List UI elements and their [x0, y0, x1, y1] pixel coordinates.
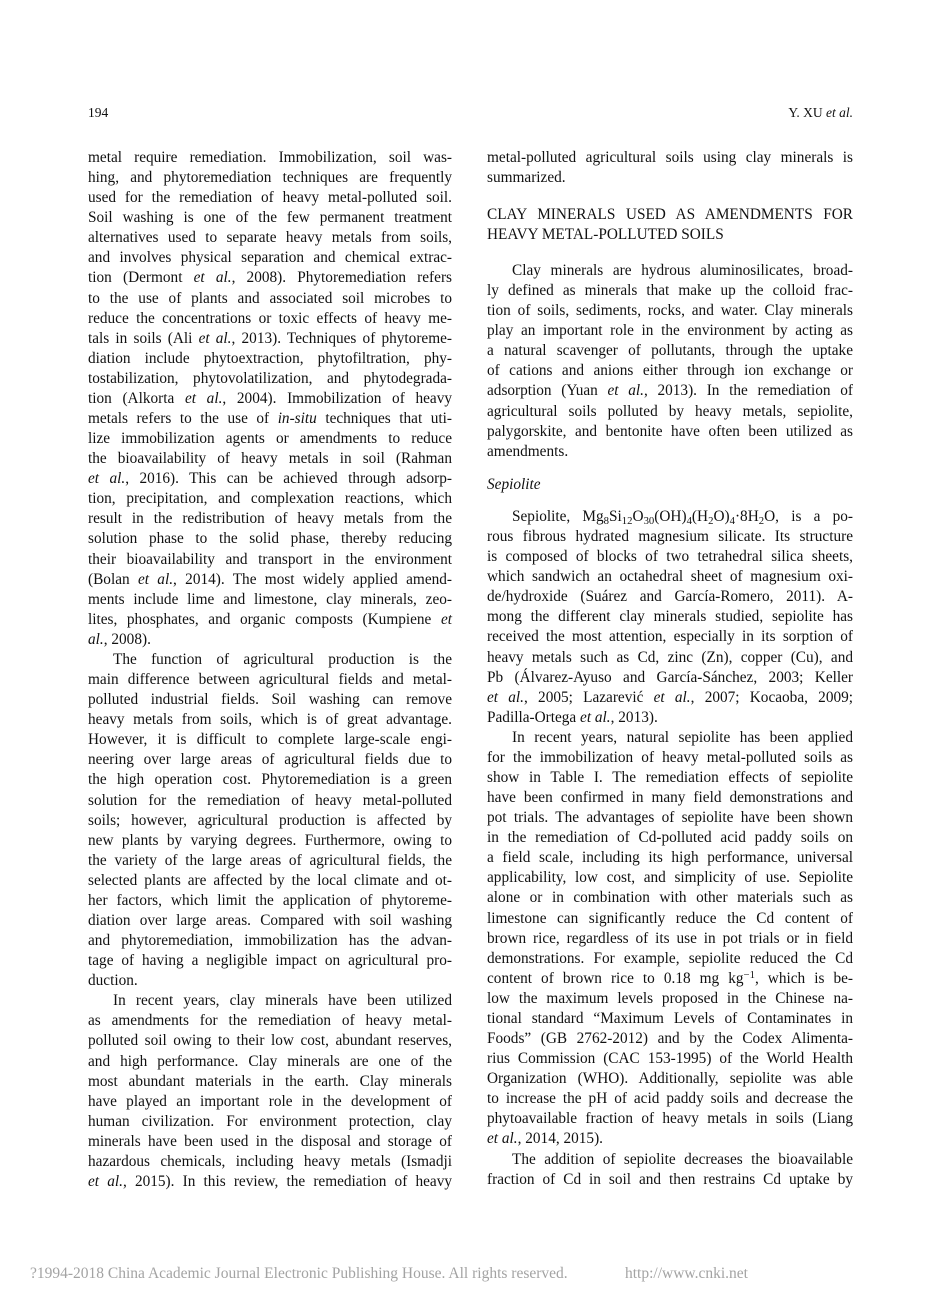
subscript: 8	[603, 514, 610, 527]
italic-text: et	[440, 610, 452, 628]
text-run: , 2013). In the remediation of	[643, 382, 854, 400]
text-line: low the maximum levels proposed in the Chinese na-	[487, 989, 853, 1007]
text-line: pot trials. The advantages of sepiolite have been shown	[487, 809, 853, 827]
text-run: O, is a po-	[764, 508, 853, 525]
italic-text: al.	[88, 630, 104, 648]
italic-text: et al.	[487, 1130, 518, 1148]
text-line	[88, 329, 452, 349]
text-run: , 2004). Immobilization of heavy	[222, 389, 452, 407]
text-line: heavy metals from soils, which is of great advantage.	[88, 711, 452, 729]
text-line: of cations and anions either through ion exchange or	[487, 362, 853, 380]
text-run: (Bolan	[88, 570, 138, 588]
subsection-body	[487, 507, 853, 1190]
text-run: ·8H	[734, 508, 759, 525]
text-line: tage of having a negligible impact on agricultural pro-	[88, 952, 452, 970]
text-line: lize immobilization agents or amendments to reduce	[88, 430, 452, 448]
text-line: metal require remediation. Immobilization, soil was-	[88, 149, 452, 166]
section-body	[487, 261, 853, 462]
text-run: content of brown rice to 0.18 mg kg	[487, 969, 744, 987]
subscript: 12	[621, 514, 633, 527]
text-line: Pb (Álvarez-Ayuso and García-Sánchez, 2003; Keller	[487, 668, 853, 686]
text-line: a natural scavenger of pollutants, through the uptake	[487, 342, 853, 360]
text-line	[487, 507, 853, 527]
text-run: Si	[609, 508, 622, 525]
text-run: Sepiolite, Mg	[512, 508, 604, 525]
text-line: selected plants are affected by the local climate and ot-	[88, 871, 452, 889]
text-line: used for the remediation of heavy metal-polluted soil.	[88, 189, 452, 207]
text-line	[487, 969, 853, 989]
italic-text: et al.	[198, 329, 232, 347]
text-line: in the remediation of Cd-polluted acid paddy soils on	[487, 829, 853, 847]
text-run: O)	[713, 508, 730, 525]
text-line: tional standard “Maximum Levels of Contaminates in	[487, 1009, 853, 1027]
footer-copyright: ?1994-2018 China Academic Journal Electronic Publishing House. All rights reserved.	[30, 1265, 568, 1282]
paragraph-agricultural-production	[88, 650, 452, 991]
text-line: phytoavailable fraction of heavy metals in soils (Liang	[487, 1110, 853, 1128]
text-line: the variety of the large areas of agricultural fields, the	[88, 851, 452, 869]
text-run: , 2005; Lazarević	[524, 688, 654, 706]
italic-text: et al.	[137, 570, 174, 588]
text-line: the bioavailability of heavy metals in soil (Rahman	[88, 450, 452, 468]
text-line: polluted soil owing to their low cost, abundant reserves,	[88, 1032, 452, 1050]
text-line: alternatives used to separate heavy metals from soils,	[88, 229, 452, 247]
running-head-et-al: et al.	[826, 105, 853, 120]
text-line: demonstrations. For example, sepiolite reduced the Cd	[487, 949, 853, 967]
paragraph-sepiolite-structure	[487, 507, 853, 728]
section-heading	[487, 205, 853, 245]
text-line: reduce the concentrations or toxic effects of heavy me-	[88, 309, 452, 327]
text-line: tostabilization, phytovolatilization, and phytodegrada-	[88, 369, 452, 387]
text-line: soils; however, agricultural production is affected by	[88, 811, 452, 829]
text-line	[88, 268, 452, 288]
page-number: 194	[88, 105, 109, 120]
subscript: 4	[729, 514, 735, 527]
text-line: CLAY MINERALS USED AS AMENDMENTS FOR	[487, 206, 853, 223]
text-run: , 2008).	[103, 630, 151, 648]
text-line: HEAVY METAL-POLLUTED SOILS	[487, 226, 724, 244]
text-line: solution for the remediation of heavy metal-polluted	[88, 791, 452, 809]
footer-url: http://www.cnki.net	[625, 1265, 748, 1282]
right-column-intro	[487, 148, 853, 188]
text-line: Clay minerals are hydrous aluminosilicates, broad-	[512, 262, 853, 279]
text-line: Soil washing is one of the few permanent treatment	[88, 209, 452, 227]
text-line: her factors, which limit the application of phytoreme-	[88, 891, 452, 909]
text-line: and high performance. Clay minerals are one of the	[88, 1052, 452, 1070]
text-line: brown rice, regardless of its use in pot trials or in field	[487, 929, 853, 947]
paragraph-sepiolite-applications	[487, 728, 853, 1150]
superscript: −1	[743, 968, 755, 981]
italic-text: et al.	[88, 470, 126, 488]
text-line: as amendments for the remediation of heavy metal-	[88, 1012, 452, 1030]
text-line: amendments.	[487, 442, 569, 460]
subscript: 4	[686, 514, 692, 527]
text-line	[487, 688, 853, 708]
text-run: metals refers to the use of	[88, 410, 278, 428]
text-line: diation over large areas. Compared with soil washing	[88, 911, 452, 929]
text-line: and involves physical separation and chemical extrac-	[88, 249, 452, 267]
text-line: hazardous chemicals, including heavy metals (Ismadji	[88, 1152, 452, 1170]
text-run: tion (Alkorta	[88, 389, 185, 407]
text-run: , 2014, 2015).	[517, 1130, 603, 1148]
text-run: , 2013).	[610, 708, 658, 726]
text-line: fraction of Cd in soil and then restrains Cd uptake by	[487, 1170, 853, 1188]
subsection-heading-sepiolite: Sepiolite	[487, 476, 541, 493]
subsection-heading	[487, 475, 853, 495]
text-line	[88, 610, 452, 630]
text-line: applicability, low cost, and simplicity of use. Sepiolite	[487, 869, 853, 887]
text-line	[487, 381, 853, 401]
text-line: solution phase to the solid phase, thereby reducing	[88, 530, 452, 548]
text-line: duction.	[88, 972, 138, 990]
text-line: metal-polluted agricultural soils using clay minerals is	[487, 149, 853, 166]
running-head	[788, 104, 853, 122]
text-line: is composed of blocks of two tetrahedral silica sheets,	[487, 548, 853, 566]
text-line: minerals have been used in the disposal and storage of	[88, 1132, 452, 1150]
text-line: alone or in combination with other materials such as	[487, 889, 853, 907]
text-line: Foods” (GB 2762-2012) and by the Codex Alimenta-	[487, 1030, 853, 1048]
text-line: show in Table I. The remediation effects of sepiolite	[487, 769, 853, 787]
text-line: polluted industrial fields. Soil washing can remove	[88, 691, 452, 709]
italic-text: et al.	[487, 688, 524, 706]
text-line: heavy metals such as Cd, zinc (Zn), copper (Cu), and	[487, 648, 853, 666]
text-run: adsorption (Yuan	[487, 382, 608, 400]
left-column	[88, 148, 452, 1192]
section-heading-text	[487, 205, 853, 245]
text-line: de/hydroxide (Suárez and García-Romero, 2011). A-	[487, 588, 853, 606]
text-line: tion, precipitation, and complexation reactions, which	[88, 490, 452, 508]
text-line: a field scale, including its high performance, universal	[487, 849, 853, 867]
text-line: limestone can significantly reduce the Cd content of	[487, 909, 853, 927]
text-run: lites, phosphates, and organic composts (Kumpiene	[88, 610, 441, 628]
text-line: have been confirmed in many field demonstrations and	[487, 789, 853, 807]
text-run: (H	[691, 508, 709, 525]
text-line: The addition of sepiolite decreases the bioavailable	[512, 1150, 853, 1168]
paragraph-sepiolite-bioavailability	[487, 1150, 853, 1190]
text-line: most abundant materials in the earth. Clay minerals	[88, 1072, 452, 1090]
text-run: , 2008). Phytoremediation refers	[231, 269, 452, 287]
text-line: main difference between agricultural fields and metal-	[88, 671, 452, 689]
text-line	[487, 1129, 853, 1149]
text-line: result in the redistribution of heavy metals from the	[88, 510, 452, 528]
text-line	[88, 409, 452, 429]
text-run: techniques that uti-	[316, 410, 452, 428]
text-line: play an important role in the environment by acting as	[487, 322, 853, 340]
running-head-authors: Y. XU	[788, 105, 826, 120]
text-line: hing, and phytoremediation techniques are frequently	[88, 169, 452, 187]
text-line: the high operation cost. Phytoremediation is a green	[88, 771, 452, 789]
text-line: summarized.	[487, 169, 566, 187]
text-line: diation include phytoextraction, phytofiltration, phy-	[88, 349, 452, 367]
paragraph-continued	[88, 148, 452, 650]
subscript: 30	[643, 514, 655, 527]
text-line: new plants by varying degrees. Furthermore, owing to	[88, 831, 452, 849]
text-line: tion of soils, sediments, rocks, and water. Clay minerals	[487, 302, 853, 320]
text-line	[88, 1172, 452, 1192]
text-run: Padilla-Ortega	[487, 708, 581, 726]
text-line	[88, 389, 452, 409]
text-run: , 2013). Techniques of phytoreme-	[231, 329, 452, 347]
italic-text: et al.	[653, 688, 691, 706]
text-line: In recent years, clay minerals have been utilized	[113, 992, 452, 1010]
paragraph-clay-minerals-definition	[487, 261, 853, 462]
italic-text: et al.	[193, 269, 232, 287]
text-line: mong the different clay minerals studied, sepiolite has	[487, 608, 853, 626]
text-line: palygorskite, and bentonite have often been utilized as	[487, 422, 853, 440]
italic-text: et al.	[184, 389, 223, 407]
text-line: neering over large areas of agricultural fields due to	[88, 751, 452, 769]
text-line: ly defined as minerals that make up the colloid frac-	[487, 282, 853, 300]
text-line: their bioavailability and transport in the environment	[88, 550, 452, 568]
text-line: However, it is difficult to complete large-scale engi-	[88, 731, 452, 749]
italic-text: et al.	[580, 708, 611, 726]
italic-text: et al.	[607, 382, 644, 400]
text-line: agricultural soils polluted by heavy metals, sepiolite,	[487, 402, 853, 420]
italic-text: et al.	[88, 1172, 123, 1190]
text-line: which sandwich an octahedral sheet of magnesium oxi-	[487, 568, 853, 586]
text-line	[88, 469, 452, 489]
paragraph-clay-minerals-intro	[88, 991, 452, 1192]
text-run: , which is be-	[754, 969, 853, 987]
text-run: , 2014). The most widely applied amend-	[173, 570, 452, 588]
text-run: , 2016). This can be achieved through adsorp-	[125, 470, 452, 488]
text-line: rius Commission (CAC 153-1995) of the World Health	[487, 1050, 853, 1068]
text-line: and phytoremediation, immobilization has the advan-	[88, 932, 452, 950]
text-line: The function of agricultural production is the	[113, 650, 452, 668]
text-line: rous fibrous hydrated magnesium silicate. Its structure	[487, 528, 853, 546]
text-run: tion (Dermont	[88, 269, 194, 287]
text-line: received the most attention, especially in its sorption of	[487, 628, 853, 646]
text-run: , 2015). In this review, the remediation of heavy	[122, 1172, 453, 1190]
paragraph-continuation	[487, 148, 853, 188]
text-line: for the immobilization of heavy metal-polluted soils as	[487, 748, 853, 766]
italic-text: in-situ	[277, 410, 317, 428]
text-line: to the use of plants and associated soil microbes to	[88, 289, 452, 307]
text-line	[88, 570, 452, 590]
text-line: human civilization. For environment protection, clay	[88, 1112, 452, 1130]
text-run: tals in soils (Ali	[88, 329, 199, 347]
text-line	[487, 708, 853, 728]
text-line	[88, 630, 452, 650]
text-run: O	[632, 508, 644, 525]
text-line: Organization (WHO). Additionally, sepiolite was able	[487, 1070, 853, 1088]
text-line: have played an important role in the development of	[88, 1092, 452, 1110]
text-run: (OH)	[654, 508, 687, 525]
subscript: 2	[758, 514, 765, 527]
text-line: In recent years, natural sepiolite has been applied	[512, 728, 853, 746]
subscript: 2	[708, 514, 714, 527]
text-run: , 2007; Kocaoba, 2009;	[690, 688, 854, 706]
text-line: to increase the pH of acid paddy soils and decrease the	[487, 1090, 853, 1108]
text-line: ments include lime and limestone, clay minerals, zeo-	[88, 590, 452, 608]
